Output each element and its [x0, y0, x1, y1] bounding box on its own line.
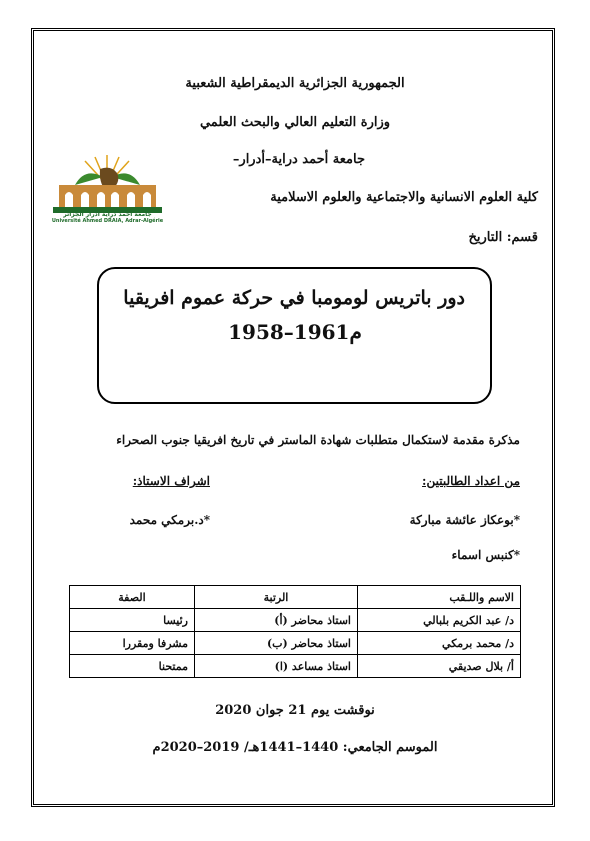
table-header-row	[70, 586, 521, 609]
header-role: الصفة	[70, 586, 195, 609]
university-name: جامعة أحمد دراية–أدرار–	[232, 152, 365, 167]
department-name: قسم: التاريخ	[468, 230, 538, 245]
page-border	[31, 28, 555, 807]
jury-role: مشرفا ومقررا	[70, 632, 195, 655]
discussion-date: نوقشت يوم 21 جوان 2020	[215, 703, 375, 718]
university-logo	[45, 155, 170, 225]
academic-year: الموسم الجامعي: 1440–1441هـ/ 2019–2020م	[152, 740, 438, 755]
logo-text-arabic: جامعة أحمد دراية أدرار الجزائر	[63, 211, 152, 218]
table-row	[70, 655, 521, 678]
jury-table	[69, 585, 521, 678]
table-row	[70, 632, 521, 655]
student-name-2: *كنبس اسماء	[451, 548, 520, 562]
jury-role: ممتحنا	[70, 655, 195, 678]
header-rank: الرتبة	[195, 586, 358, 609]
header-name: الاسم واللـقب	[358, 586, 521, 609]
supervisor-name: *د.برمكي محمد	[129, 513, 210, 527]
students-label: من اعداد الطالبتين:	[422, 474, 520, 488]
table-row	[70, 609, 521, 632]
republic-name: الجمهورية الجزائرية الديمقراطية الشعبية	[185, 76, 405, 91]
logo-text-french: Université Ahmed DRAIA, Adrar-Algérie	[51, 218, 164, 224]
ministry-name: وزارة التعليم العالي والبحث العلمي	[199, 115, 391, 130]
jury-name: د/ محمد برمكي	[358, 632, 521, 655]
memo-statement: مذكرة مقدمة لاستكمال متطلبات شهادة الماستر في تاريخ افريقيا جنوب الصحراء	[116, 433, 520, 447]
thesis-title: دور باتريس لومومبا في حركة عموم افريقيا	[123, 287, 465, 309]
jury-name: د/ عبد الكريم بلبالي	[358, 609, 521, 632]
jury-rank: استاذ محاضر (ب)	[195, 632, 358, 655]
jury-rank: استاذ محاضر (أ)	[195, 609, 358, 632]
jury-rank: استاذ مساعد (ا)	[195, 655, 358, 678]
jury-name: أ/ بلال صديقي	[358, 655, 521, 678]
jury-role: رئيسا	[70, 609, 195, 632]
thesis-period: 1958–1961م	[228, 320, 362, 344]
supervisor-label: اشراف الاستاذ:	[132, 474, 210, 488]
faculty-name: كلية العلوم الانسانية والاجتماعية والعلوم الاسلامية	[270, 190, 538, 205]
student-name-1: *بوعكاز عائشة مباركة	[409, 513, 520, 527]
